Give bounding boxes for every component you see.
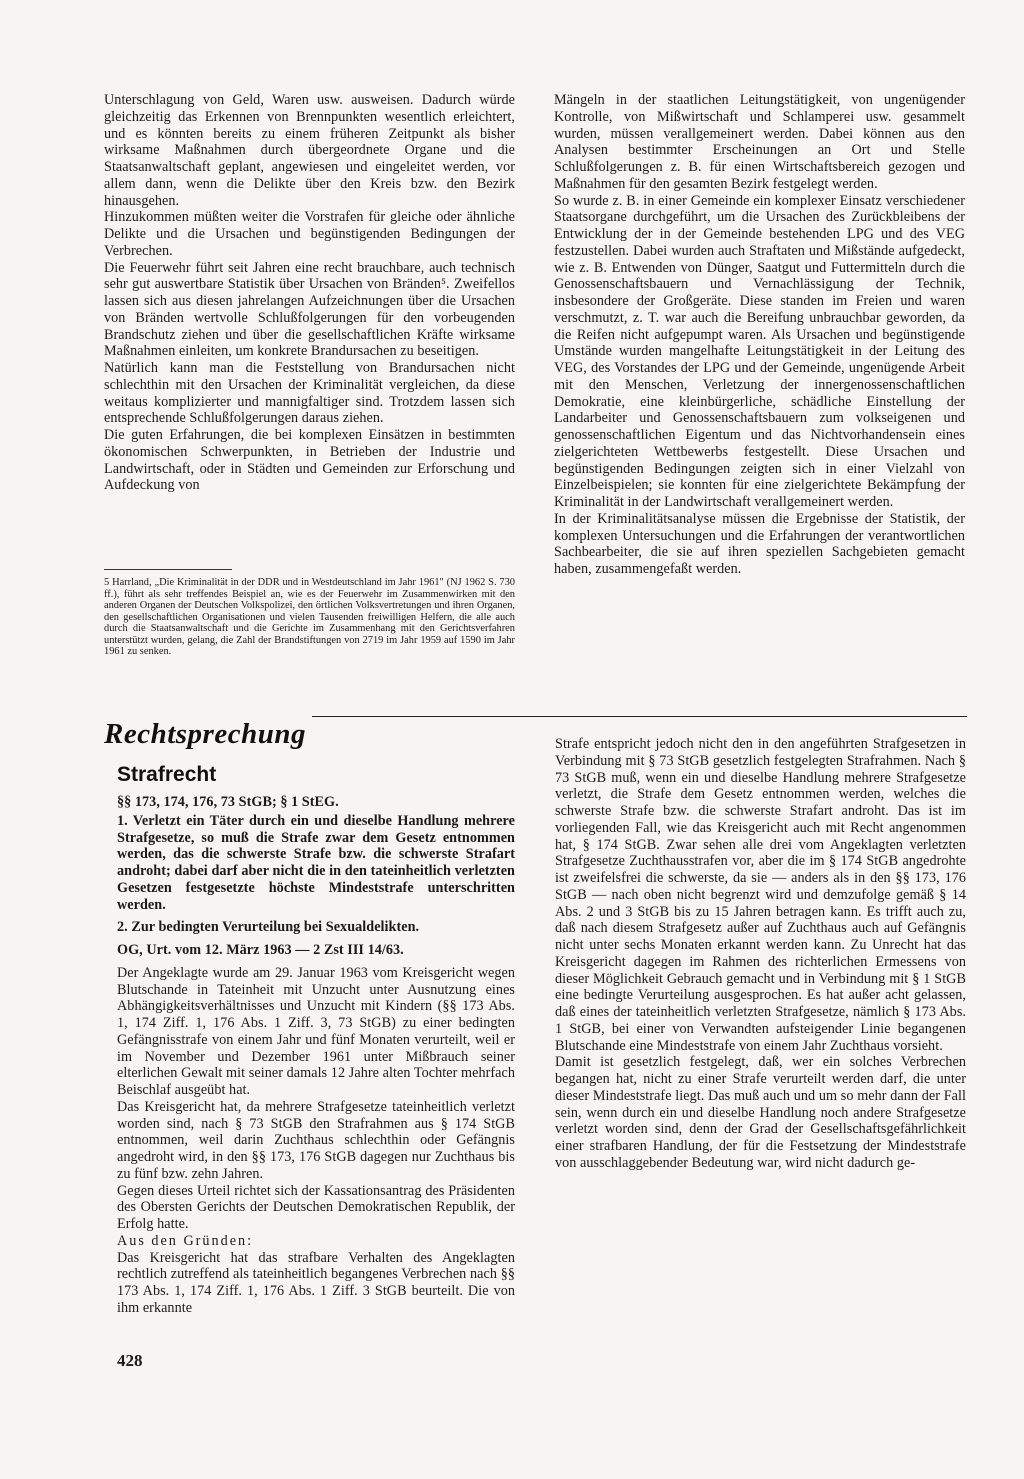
paragraph: Damit ist gesetzlich festgelegt, daß, wer ein solches Verbrechen begangen hat, nicht zu einer Strafe verurteilt werden darf, die unter dieser Mindeststrafe liegt. Das muß auch und um so mehr dann der Fall sein, wenn durch ein und dieselbe Handlung noch andere Strafgesetze verletzt worden sind, denn der Grad der Gesellschaftsgefährlichkeit einer strafbaren Handlung, der für die Festsetzung der Mindeststrafe von ausschlaggebender Bedeutung war, wird nicht dadurch ge- — [555, 1054, 966, 1171]
page-number: 428 — [117, 1351, 143, 1370]
paragraph: Das Kreisgericht hat, da mehrere Strafgesetze tateinheitlich verletzt worden sind, nach § 73 StGB den Strafrahmen aus § 174 StGB entnommen, weil darin Zuchthaus schlechthin oder Gefängnis angedroht wird, in den §§ 173, 176 StGB dagegen nur Zuchthaus bis zu fünf bzw. zehn Jahren. — [117, 1098, 515, 1182]
paragraph: Strafe entspricht jedoch nicht den in den angeführten Strafgesetzen in Verbindung mit § 73 StGB gesetzlich festgelegten Strafrahmen. Nach § 73 StGB muß, wenn ein und dieselbe Handlung mehrere Strafgesetze verletzt, die Strafe dem Gesetz entnommen werden, welches die schwerste Strafe bzw. die schwerste Strafart androht. Das ist im vorliegenden Fall, wie das Kreisgericht auch mit Recht angenommen hat, § 174 StGB. Zwar sehen alle drei vom Angeklagten verletzten Strafgesetze Zuchthausstrafen vor, aber die im § 174 StGB angedrohte ist zweifelsfrei die schwerste, da sie — anders als in den §§ 173, 176 StGB — nach oben nicht begrenzt wird und demzufolge gemäß § 14 Abs. 2 und 3 StGB bis zu 15 Jahren betragen kann. Es trifft auch zu, daß nach diesem Strafgesetz außer auf Zuchthaus auch auf Gefängnis nicht unter sechs Monaten erkannt werden kann. Zu Unrecht hat das Kreisgericht dagegen im Rahmen des richterlichen Ermessens von dieser Möglichkeit Gebrauch gemacht und in Verbindung mit § 1 StGB eine bedingte Verurteilung ausgesprochen. Es hat außer acht gelassen, daß eines der tateinheitlich verletzten Strafgesetze, nämlich § 173 Abs. 1 StGB, bei einer von Verwandten aufsteigender Linie begangenen Blutschande eine Mindeststrafe von einem Jahr Zuchthaus vorsieht. — [555, 736, 966, 1054]
paragraph: Das Kreisgericht hat das strafbare Verhalten des Angeklagten rechtlich zutreffend als tateinheitlich begangenes Verbrechen nach §§ 173 Abs. 1, 174 Ziff. 1, 176 Abs. 1 Ziff. 3 StGB beurteilt. Die von ihm erkannte — [117, 1249, 515, 1316]
bottom-left-column — [117, 762, 515, 1317]
top-left-column — [104, 92, 515, 494]
paragraph: So wurde z. B. in einer Gemeinde ein komplexer Einsatz verschiedener Staatsorgane durchgeführt, um die Ursachen des Zurückbleibens der Entwicklung der in der Gemeinde bestehenden LPG und des VEG festzustellen. Dabei wurden auch Straftaten und Mißstände aufgedeckt, wie z. B. Entwenden von Dünger, Saatgut und Futtermitteln durch die Genossenschaftsbauern und Vernachlässigung der Technik, insbesondere der Großgeräte. Diese standen im Freien und waren verschmutzt, z. T. war auch die Bereifung unbrauchbar geworden, da die Reifen nicht aufgepumpt waren. Als Ursachen und begünstigende Umstände wurden mangelhafte Leitungstätigkeit in der Leitung des VEG, des Vorstandes der LPG und der Gemeinde, ungenügende Arbeit mit den Menschen, Verletzung der innergenossenschaftlichen Demokratie, eine kleinbürgerliche, schädliche Einstellung der Landarbeiter und Genossenschaftsbauern zum volkseigenen und genossenschaftlichen Eigentum und das Nichtvorhandensein eines zielgerichteten Wettbewerbs festgestellt. Diese Ursachen und begünstigenden Bedingungen zeigten sich in einer Vielzahl von Einzelbeispielen; sie konnten für eine zielgerichtete Bekämpfung der Kriminalität in der Landwirtschaft verallgemeinert werden. — [554, 192, 965, 510]
court-reference: OG, Urt. vom 12. März 1963 — 2 Zst III 14/63. — [117, 942, 404, 958]
paragraph: In der Kriminalitätsanalyse müssen die Ergebnisse der Statistik, der komplexen Untersuchungen und die Erfahrungen der verantwortlichen Sachbearbeiter, die sie auf ihren speziellen Sachgebieten gemacht haben, zusammengefaßt werden. — [554, 510, 965, 577]
footnote — [104, 577, 515, 658]
reasons-heading: Aus den Gründen: — [117, 1232, 254, 1249]
footnote-rule — [104, 569, 232, 570]
paragraph: Hinzukommen müßten weiter die Vorstrafen für gleiche oder ähnliche Delikte und die Ursachen und begünstigenden Bedingungen der Verbrechen. — [104, 209, 515, 259]
paragraph: Der Angeklagte wurde am 29. Januar 1963 vom Kreisgericht wegen Blutschande in Tateinheit mit Unzucht unter Ausnutzung eines Abhängigkeitsverhältnisses und Unzucht mit Kindern (§§ 173 Abs. 1, 174 Ziff. 1, 176 Abs. 1 Ziff. 3, 73 StGB) zu einer bedingten Gefängnisstrafe von einem Jahr und fünf Monaten verurteilt, weil er im November und Dezember 1961 unter Mißbrauch seiner elterlichen Gewalt mit seiner damals 12 Jahre alten Tochter mehrfach Beischlaf ausgeübt hat. — [117, 964, 515, 1098]
section-divider — [312, 716, 967, 717]
section-subtitle: Strafrecht — [117, 763, 217, 786]
headnote: 2. Zur bedingten Verurteilung bei Sexualdelikten. — [117, 919, 420, 936]
footnote-text: 5 Harrland, „Die Kriminalität in der DDR und in Westdeutschland im Jahr 1961" (NJ 1962 S. 730 ff.), führt als sehr treffendes Beispiel an, wie es der Feuerwehr im Zusammenwirken mit den anderen Organen der Deutschen Volkspolizei, den örtlichen Volksvertretungen und ihren Organen, den gesellschaftlichen Organisationen und vielen Tausenden freiwilligen Helfern, die alle auch durch die Staatsanwaltschaft und die Gerichte im Zusammenhang mit den Gerichtsverfahren unterstützt wurden, gelang, die Zahl der Brandstiftungen von 2719 im Jahr 1959 auf 1590 im Jahr 1961 zu senken. — [104, 577, 515, 657]
paragraph: Die guten Erfahrungen, die bei komplexen Einsätzen in bestimmten ökonomischen Schwerpunkten, in Betrieben der Industrie und Landwirtschaft, oder in Städten und Gemeinden zur Erforschung und Aufdeckung von — [104, 427, 515, 494]
paragraph: Natürlich kann man die Feststellung von Brandursachen nicht schlechthin mit den Ursachen der Kriminalität vergleichen, da diese weitaus komplizierter und mannigfaltiger sind. Trotzdem lassen sich entsprechende Schlußfolgerungen daraus ziehen. — [104, 360, 515, 427]
bottom-right-column — [555, 736, 966, 1172]
section-title: Rechtsprechung — [104, 718, 306, 750]
top-right-column — [554, 92, 965, 578]
paragraph: Die Feuerwehr führt seit Jahren eine recht brauchbare, auch technisch sehr gut auswertbare Statistik über Ursachen von Bränden⁵. Zweifellos lassen sich aus diesen jahrelangen Aufzeichnungen über die Ursachen von Bränden wertvolle Schlußfolgerungen für den vorbeugenden Brandschutz ziehen und über die gesellschaftlichen Kräfte wirksame Maßnahmen einleiten, um konkrete Brandursachen zu beseitigen. — [104, 259, 515, 360]
paragraph: Unterschlagung von Geld, Waren usw. ausweisen. Dadurch würde gleichzeitig das Erkennen von Brennpunkten wesentlich erleichtert, und es könnten bereits zu einem früheren Zeitpunkt als bisher wirksame Maßnahmen durch übergeordnete Organe und die Staatsanwaltschaft geplant, angewiesen und eingeleitet werden, vor allem dann, wenn die Delikte über den Kreis bzw. den Bezirk hinausgehen. — [104, 92, 515, 209]
law-citation: §§ 173, 174, 176, 73 StGB; § 1 StEG. — [117, 794, 339, 810]
paragraph: Mängeln in der staatlichen Leitungstätigkeit, von ungenügender Kontrolle, von Mißwirtschaft und Schlamperei usw. gesammelt wurden, müssen verallgemeinert werden. Dabei können aus den Analysen bestimmter Erscheinungen an Ort und Stelle Schlußfolgerungen z. B. für einen Wirtschaftsbereich gezogen und Maßnahmen für den gesamten Bezirk festgelegt werden. — [554, 92, 965, 192]
paragraph: Gegen dieses Urteil richtet sich der Kassationsantrag des Präsidenten des Obersten Gerichts der Deutschen Demokratischen Republik, der Erfolg hatte. — [117, 1182, 515, 1232]
headnote: 1. Verletzt ein Täter durch ein und dieselbe Handlung mehrere Strafgesetze, so muß die Strafe zwar dem Gesetz entnommen werden, das die schwerste Strafe bzw. die schwerste Strafart androht; dabei darf aber nicht die in den tateinheitlich verletzten Gesetzen festgesetzte höchste Mindeststrafe unterschritten werden. — [117, 812, 515, 913]
